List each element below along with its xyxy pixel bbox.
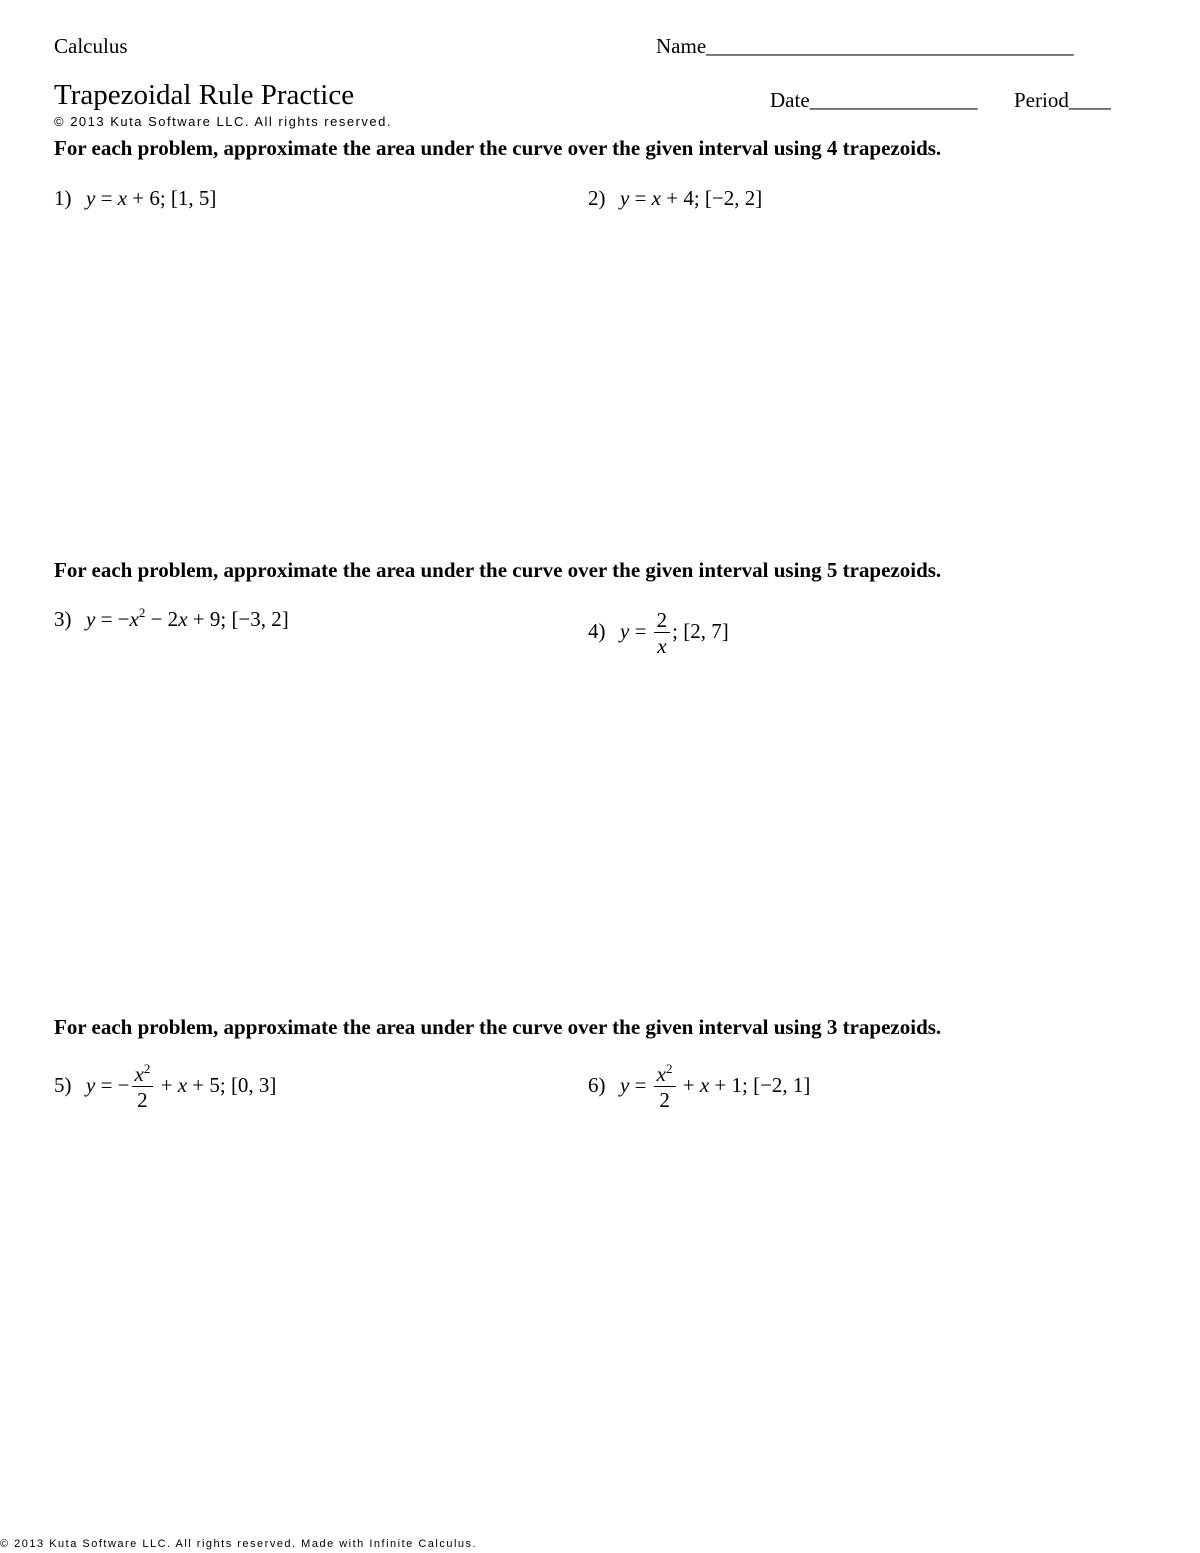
footer-copyright: © 2013 Kuta Software LLC. All rights reserved. Made with Infinite Calculus. — [0, 1538, 478, 1550]
var-x: x — [134, 1062, 144, 1086]
equals: = — [629, 1072, 652, 1097]
problem-2 — [588, 186, 762, 211]
var-x: x — [177, 1072, 188, 1097]
var-x: x — [117, 186, 127, 210]
denominator: 2 — [659, 1088, 670, 1112]
denominator: x — [657, 634, 667, 658]
problem-number: 6) — [588, 1072, 606, 1097]
expr-rest: + 6; [1, 5] — [127, 186, 217, 210]
section-3-instruction: For each problem, approximate the area under the curve over the given interval using 3 trapezoids. — [54, 1015, 942, 1039]
problem-5 — [54, 1063, 276, 1111]
var-y: y — [86, 186, 96, 210]
problem-number: 3) — [54, 607, 72, 631]
fraction — [132, 1063, 154, 1111]
var-y: y — [620, 186, 630, 210]
numerator — [132, 1063, 154, 1087]
problem-number: 5) — [54, 1072, 72, 1097]
exponent: 2 — [143, 1061, 151, 1076]
numerator: 2 — [654, 609, 671, 633]
exponent: 2 — [666, 1061, 673, 1076]
page-title: Trapezoidal Rule Practice — [54, 79, 355, 111]
date-field[interactable]: Date________________ — [770, 88, 978, 112]
problem-number: 1) — [54, 186, 72, 210]
var-y: y — [620, 1072, 630, 1097]
expr-rest: + 1; [−2, 1] — [709, 1072, 811, 1097]
var-y: y — [86, 607, 96, 631]
var-x: x — [656, 1062, 666, 1086]
expr-part: + — [677, 1072, 700, 1097]
exponent: 2 — [138, 605, 146, 620]
expr-rest: + 9; [−3, 2] — [187, 607, 289, 631]
problem-number: 4) — [588, 618, 606, 643]
var-y: y — [620, 618, 630, 643]
period-field[interactable]: Period____ — [1014, 88, 1111, 112]
var-x: x — [129, 607, 139, 631]
expr-rest: ; [2, 7] — [672, 618, 729, 643]
var-y: y — [86, 1072, 96, 1097]
fraction — [654, 1063, 676, 1111]
name-field[interactable]: Name___________________________________ — [656, 34, 1074, 58]
var-x: x — [178, 607, 188, 631]
equals: = — [629, 186, 652, 210]
fraction — [654, 609, 671, 657]
problem-1 — [54, 186, 216, 211]
equals: = − — [95, 1072, 130, 1097]
problem-4 — [588, 609, 729, 657]
var-x: x — [699, 1072, 710, 1097]
copyright-notice: © 2013 Kuta Software LLC. All rights reserved. — [54, 114, 392, 129]
expr-part: + — [155, 1072, 178, 1097]
section-2-instruction: For each problem, approximate the area under the curve over the given interval using 5 trapezoids. — [54, 558, 942, 582]
equals: = − — [95, 607, 130, 631]
expr-rest: + 4; [−2, 2] — [661, 186, 763, 210]
var-x: x — [651, 186, 661, 210]
numerator — [654, 1063, 676, 1087]
equals: = — [95, 186, 118, 210]
course-label: Calculus — [54, 34, 128, 58]
problem-number: 2) — [588, 186, 606, 210]
problem-3 — [54, 607, 289, 632]
expr-part: − 2 — [145, 607, 179, 631]
problem-6 — [588, 1063, 810, 1111]
section-1-instruction: For each problem, approximate the area under the curve over the given interval using 4 trapezoids. — [54, 136, 942, 160]
equals: = — [629, 618, 652, 643]
denominator: 2 — [137, 1088, 148, 1112]
expr-rest: + 5; [0, 3] — [187, 1072, 277, 1097]
